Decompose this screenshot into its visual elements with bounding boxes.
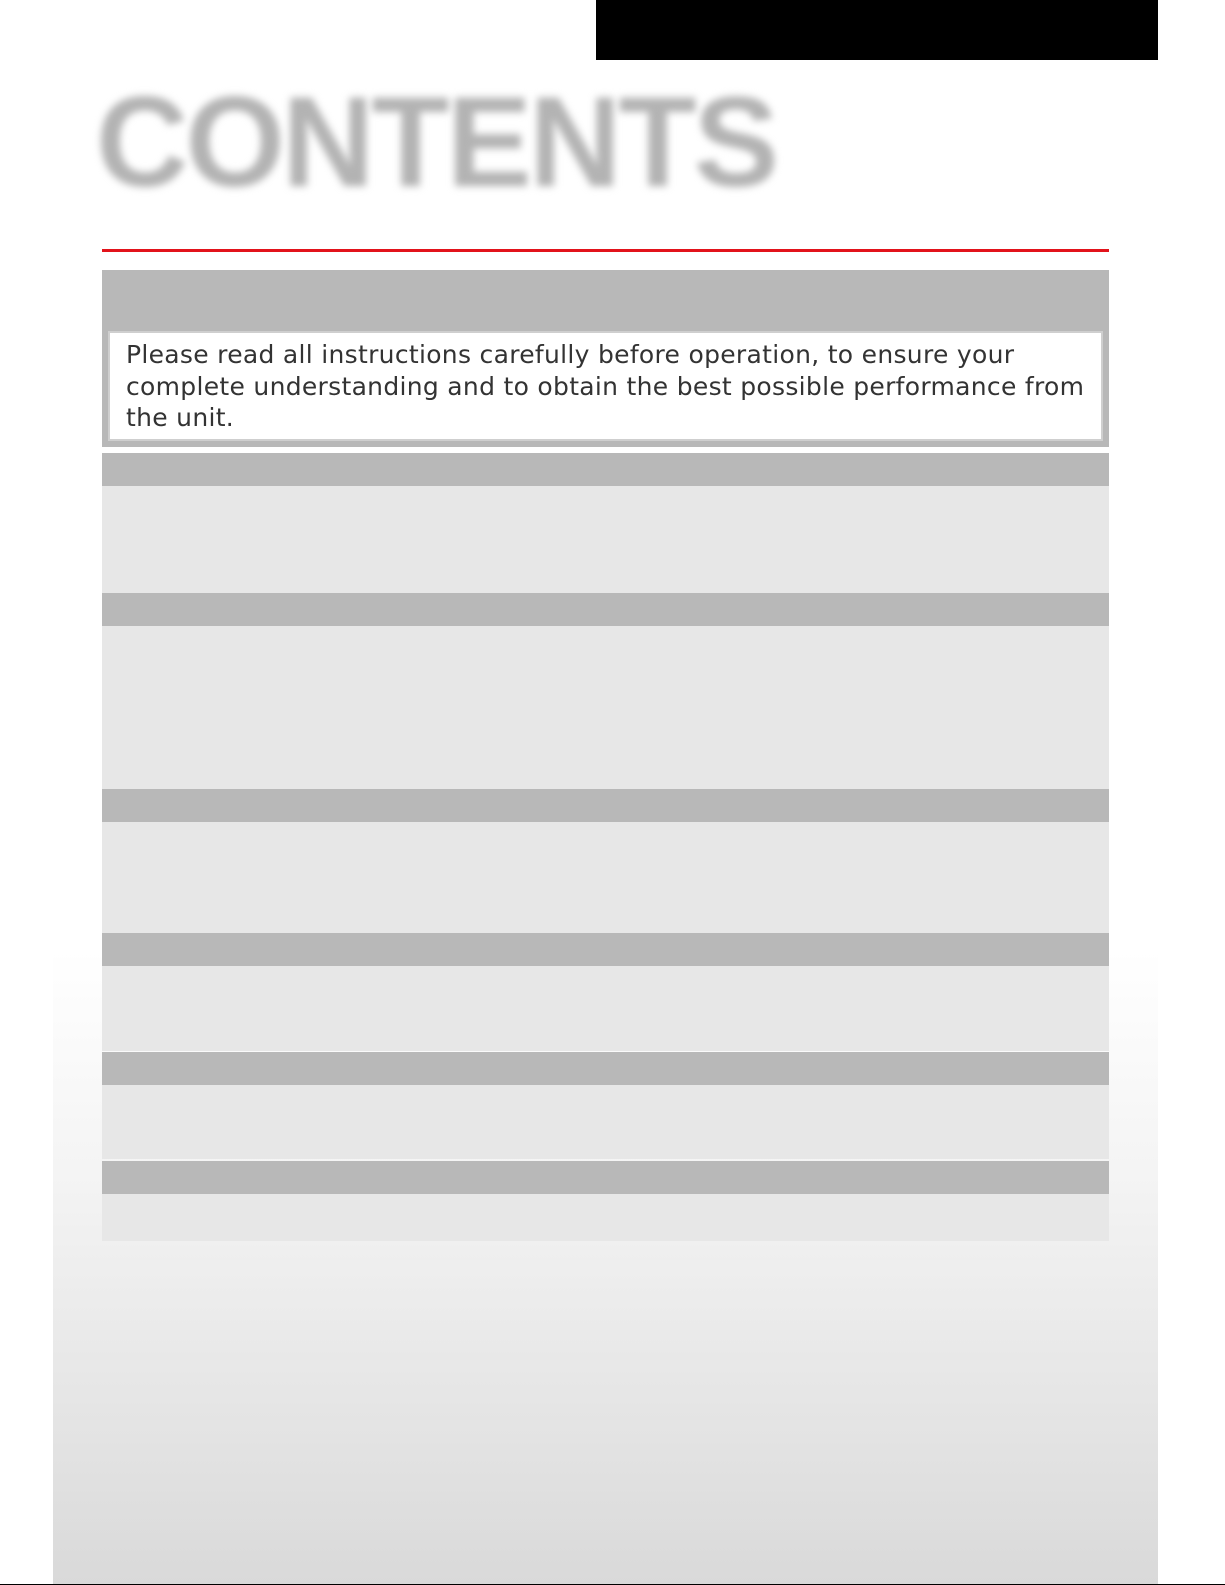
contents-section-6 — [102, 1161, 1109, 1241]
section-header — [102, 933, 1109, 966]
section-body — [102, 1085, 1109, 1159]
section-header — [102, 1161, 1109, 1194]
contents-section-4 — [102, 933, 1109, 1051]
contents-section-2 — [102, 593, 1109, 789]
contents-section-3 — [102, 789, 1109, 933]
intro-notice-text: Please read all instructions carefully before operation, to ensure your complete understanding and to obtain the best possible performance from the unit. — [126, 340, 1085, 432]
section-body — [102, 486, 1109, 593]
section-header — [102, 593, 1109, 626]
intro-section — [102, 270, 1109, 447]
intro-notice-box — [108, 331, 1103, 441]
page-title: CONTENTS — [96, 71, 776, 214]
top-black-bar — [596, 0, 1158, 60]
section-body — [102, 822, 1109, 933]
section-body — [102, 626, 1109, 789]
contents-section-5 — [102, 1052, 1109, 1159]
contents-section-1 — [102, 453, 1109, 593]
section-body — [102, 966, 1109, 1051]
section-body — [102, 1194, 1109, 1241]
section-header — [102, 1052, 1109, 1085]
section-header — [102, 789, 1109, 822]
title-divider — [102, 249, 1109, 252]
section-header — [102, 453, 1109, 486]
